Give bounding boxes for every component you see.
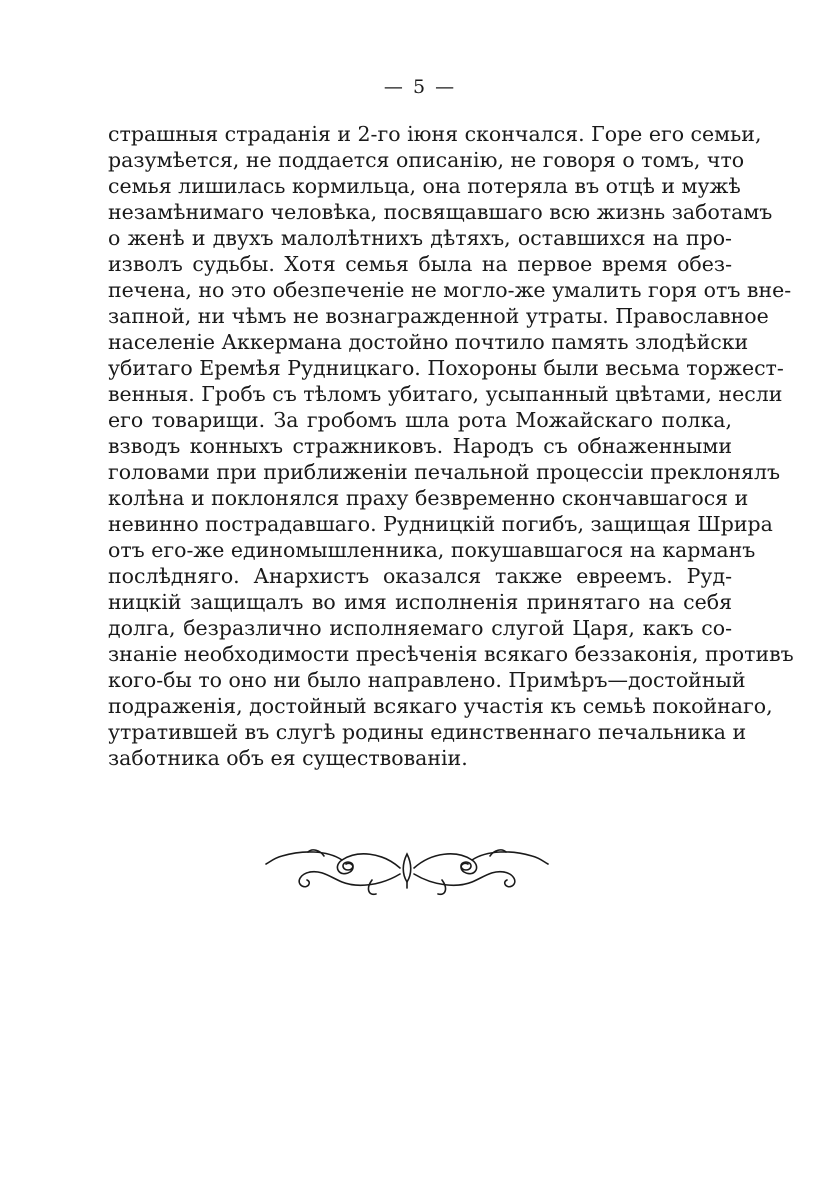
text-line: долга, безразлично исполняемаго слугой Царя, какъ со-	[108, 616, 732, 640]
page-number: — 5 —	[383, 76, 457, 98]
text-line: печена, но это обезпеченіе не могло-же умалить горя отъ вне-	[108, 278, 792, 302]
text-line: утратившей въ слугѣ родины единственнаго печальника и	[108, 720, 747, 744]
text-line: изволъ судьбы. Хотя семья была на первое время обез-	[108, 252, 732, 276]
text-line: невинно пострадавшаго. Рудницкій погибъ, защищая Шрира	[108, 512, 773, 536]
text-line: венныя. Гробъ съ тѣломъ убитаго, усыпанный цвѣтами, несли	[108, 382, 783, 406]
text-line: знаніе необходимости пресѣченія всякаго беззаконія, противъ	[108, 642, 794, 666]
text-line: о женѣ и двухъ малолѣтнихъ дѣтяхъ, оставшихся на про-	[108, 226, 732, 250]
text-line: незамѣнимаго человѣка, посвящавшаго всю жизнь заботамъ	[108, 200, 773, 224]
text-line: ницкій защищалъ во имя исполненія принятаго на себя	[108, 590, 732, 614]
text-line: разумѣется, не поддается описанію, не говоря о томъ, что	[108, 148, 745, 172]
text-line: страшныя страданія и 2-го іюня скончался. Горе его семьи,	[108, 122, 762, 146]
flourish-ornament-icon	[262, 842, 552, 902]
text-line: его товарищи. За гробомъ шла рота Можайскаго полка,	[108, 408, 732, 432]
text-line: семья лишилась кормильца, она потеряла въ отцѣ и мужѣ	[108, 174, 741, 198]
text-line: кого-бы то оно ни было направлено. Примѣръ—достойный	[108, 668, 746, 692]
text-line: головами при приближеніи печальной процессіи преклонялъ	[108, 460, 781, 484]
text-line: отъ его-же единомышленника, покушавшагося на карманъ	[108, 538, 756, 562]
text-line: колѣна и поклонялся праху безвременно скончавшагося и	[108, 486, 749, 510]
body-text	[108, 121, 794, 771]
text-line: заботника объ ея существованіи.	[108, 746, 468, 770]
text-line: населеніе Аккермана достойно почтило память злодѣйски	[108, 330, 749, 354]
text-line: послѣдняго. Анархистъ оказался также евреемъ. Руд-	[108, 564, 732, 588]
text-line: взводъ конныхъ стражниковъ. Народъ съ обнаженными	[108, 434, 732, 458]
text-line: запной, ни чѣмъ не вознагражденной утраты. Православное	[108, 304, 769, 328]
text-line: подраженія, достойный всякаго участія къ семьѣ покойнаго,	[108, 694, 773, 718]
text-line: убитаго Еремѣя Рудницкаго. Похороны были весьма торжест-	[108, 356, 784, 380]
